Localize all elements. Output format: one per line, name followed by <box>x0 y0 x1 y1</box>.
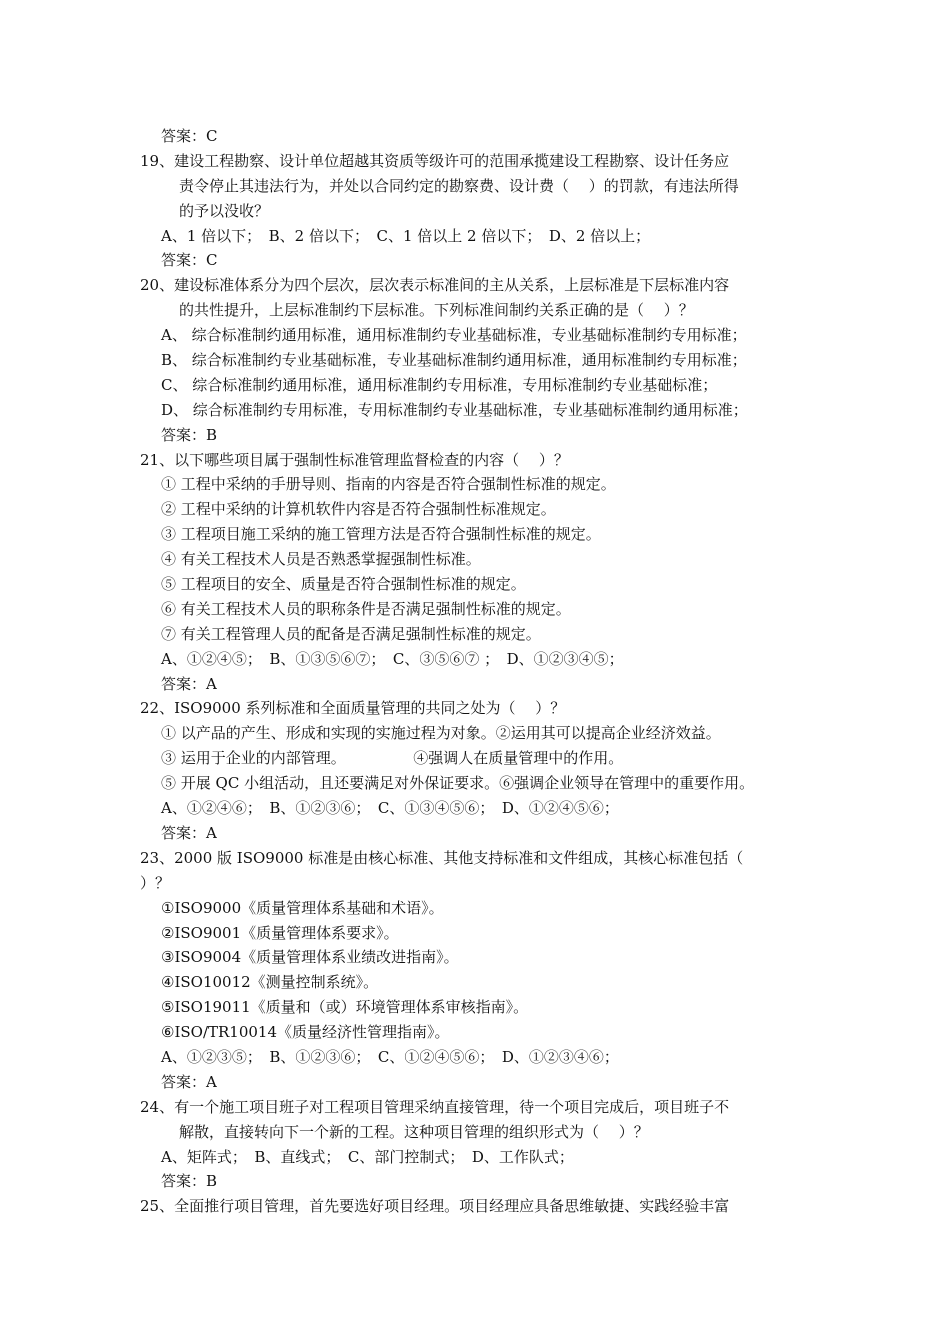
answer-line: 答案：A <box>161 823 217 842</box>
text-line: ⑤ISO19011《质量和（或）环境管理体系审核指南》。 <box>161 998 529 1017</box>
question-stem: 25、全面推行项目管理，首先要选好项目经理。项目经理应具备思维敏捷、实践经验丰富 <box>140 1197 730 1216</box>
text-line: ①ISO9000《质量管理体系基础和术语》。 <box>161 898 444 917</box>
option-line: B、 综合标准制约专业基础标准，专业基础标准制约通用标准，通用标准制约专用标准； <box>161 351 747 370</box>
question-stem: 24、有一个施工项目班子对工程项目管理采纳直接管理，待一个项目完成后，项目班子不 <box>140 1097 730 1116</box>
option-line: D、 综合标准制约专用标准，专用标准制约专业基础标准，专业基础标准制约通用标准； <box>161 400 748 419</box>
text-line: ⑤ 开展 QC 小组活动，且还要满足对外保证要求。⑥强调企业领导在管理中的重要作用。 <box>161 774 755 793</box>
text-line: ）？ <box>140 873 171 892</box>
option-line: A、1 倍以下； B、2 倍以下； C、1 倍以上 2 倍以下； D、2 倍以上； <box>161 226 651 245</box>
text-line: ⑥ISO/TR10014《质量经济性管理指南》。 <box>161 1023 450 1042</box>
option-line: A、①②④⑥； B、①②③⑥； C、①③④⑤⑥； D、①②④⑤⑥； <box>161 799 619 818</box>
text-line: ③ 工程项目施工采纳的施工管理方法是否符合强制性标准的规定。 <box>161 525 601 544</box>
text-line: 责令停止其违法行为，并处以合同约定的勘察费、设计费（ ）的罚款，有违法所得 <box>179 176 739 195</box>
question-stem: 19、建设工程勘察、设计单位超越其资质等级许可的范围承揽建设工程勘察、设计任务应 <box>140 151 730 170</box>
answer-line: 答案：C <box>161 251 218 270</box>
text-line: ②ISO9001《质量管理体系要求》。 <box>161 923 399 942</box>
answer-line: 答案：A <box>161 674 217 693</box>
answer-line: 答案：B <box>161 425 218 444</box>
text-line: ③ 运用于企业的内部管理。 ④强调人在质量管理中的作用。 <box>161 749 624 768</box>
option-line: C、 综合标准制约通用标准，通用标准制约专用标准，专用标准制约专业基础标准； <box>161 375 718 394</box>
question-stem: 23、2000 版 ISO9000 标准是由核心标准、其他支持标准和文件组成，其核心标准包括（ <box>140 848 744 867</box>
text-line: ② 工程中采纳的计算机软件内容是否符合强制性标准规定。 <box>161 500 556 519</box>
text-line: ④ISO10012《测量控制系统》。 <box>161 973 379 992</box>
text-line: ① 工程中采纳的手册导则、指南的内容是否符合强制性标准的规定。 <box>161 475 616 494</box>
question-stem: 20、建设标准体系分为四个层次，层次表示标准间的主从关系，上层标准是下层标准内容 <box>140 276 730 295</box>
document-body <box>140 124 812 1219</box>
text-line: ④ 有关工程技术人员是否熟悉掌握强制性标准。 <box>161 550 481 569</box>
question-stem: 22、ISO9000 系列标准和全面质量管理的共同之处为（ ）？ <box>140 699 566 718</box>
text-line: 的予以没收？ <box>179 201 270 220</box>
text-line: ③ISO9004《质量管理体系业绩改进指南》。 <box>161 948 459 967</box>
option-line: A、①②③⑤； B、①②③⑥； C、①②④⑤⑥； D、①②③④⑥； <box>161 1047 619 1066</box>
text-line: 解散，直接转向下一个新的工程。这种项目管理的组织形式为（ ）？ <box>179 1122 649 1141</box>
option-line: A、①②④⑤； B、①③⑤⑥⑦； C、③⑤⑥⑦ ； D、①②③④⑤； <box>161 649 624 668</box>
answer-line: 答案：C <box>161 127 218 145</box>
answer-line: 答案：A <box>161 1072 217 1091</box>
text-line: ⑤ 工程项目的安全、质量是否符合强制性标准的规定。 <box>161 575 526 594</box>
text-line: ⑥ 有关工程技术人员的职称条件是否满足强制性标准的规定。 <box>161 599 571 618</box>
question-stem: 21、以下哪些项目属于强制性标准管理监督检查的内容（ ）？ <box>140 450 569 469</box>
text-line: ① 以产品的产生、形成和实现的实施过程为对象。②运用其可以提高企业经济效益。 <box>161 724 721 743</box>
text-line: 的共性提升，上层标准制约下层标准。下列标准间制约关系正确的是（ ）？ <box>179 301 694 320</box>
option-line: A、矩阵式； B、直线式； C、部门控制式； D、工作队式； <box>161 1147 574 1166</box>
text-line: ⑦ 有关工程管理人员的配备是否满足强制性标准的规定。 <box>161 624 541 643</box>
answer-line: 答案：B <box>161 1172 218 1191</box>
option-line: A、 综合标准制约通用标准，通用标准制约专业基础标准，专业基础标准制约专用标准； <box>161 326 747 345</box>
